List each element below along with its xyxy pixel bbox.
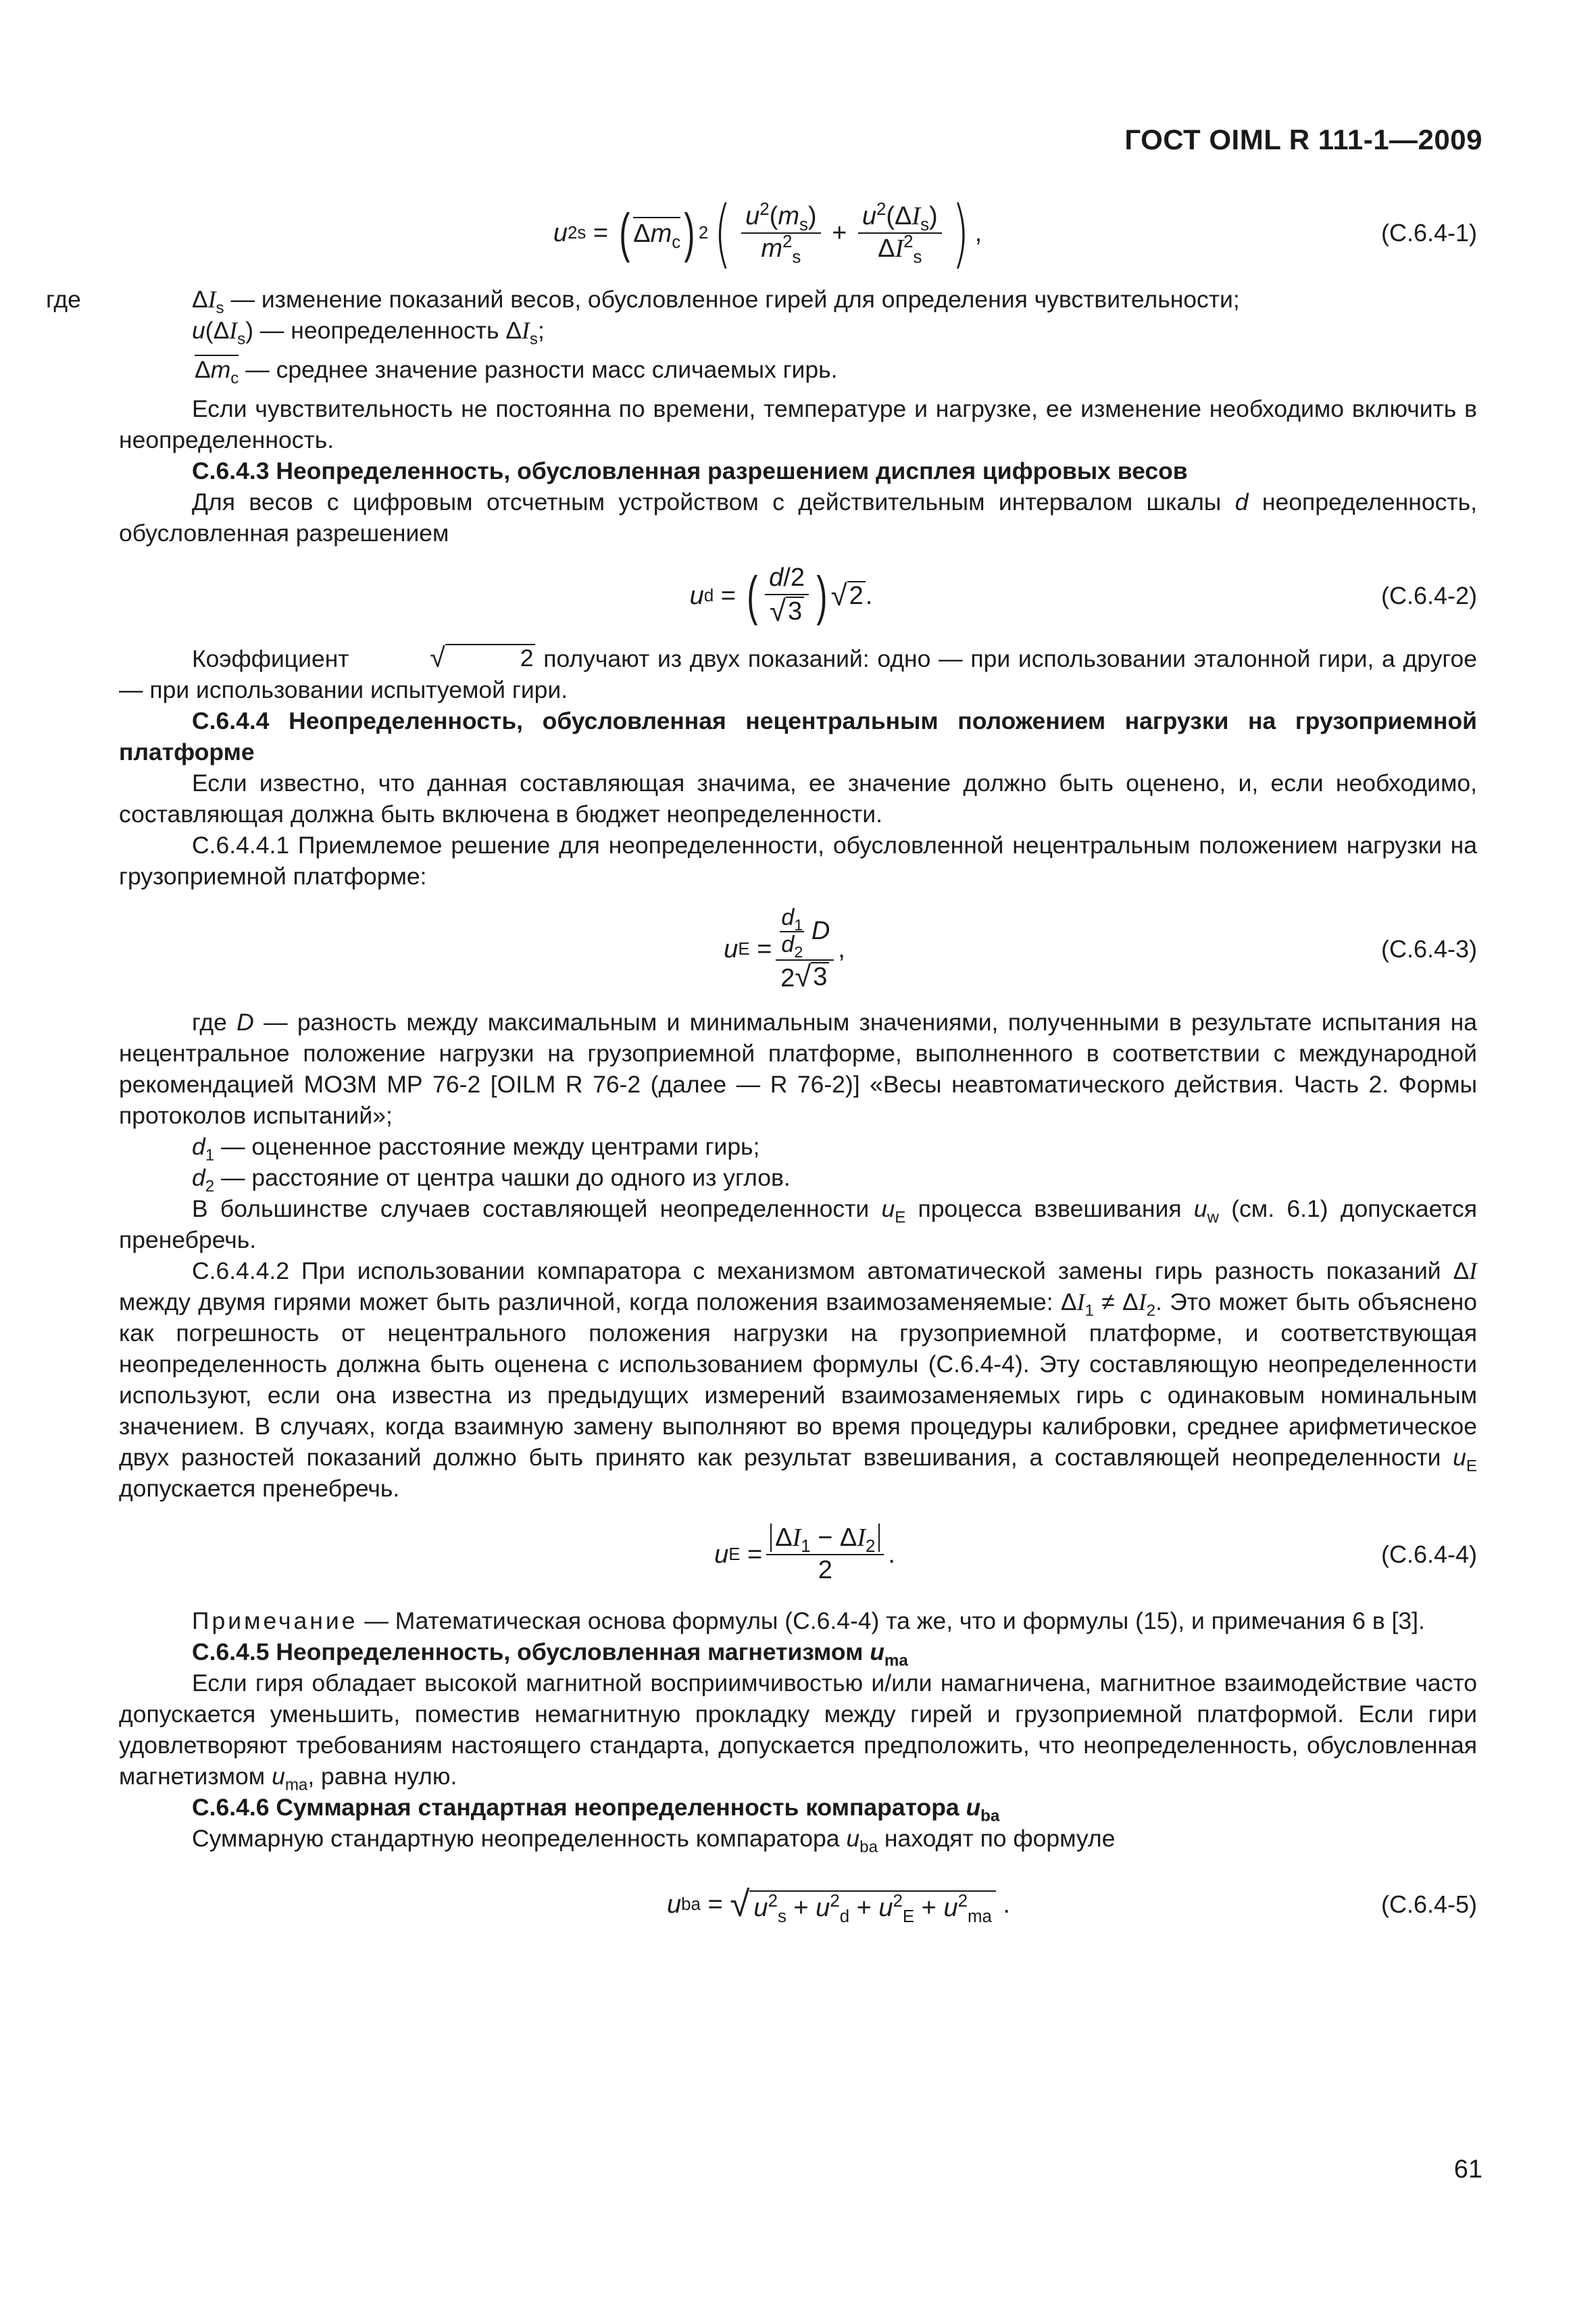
- section-c644-text: Если известно, что данная составляющая значима, ее значение должно быть оценено, и, если необходимо, составляющая должна быть включена в бюджет неопределенности.: [119, 770, 1477, 828]
- document-header: ГОСТ OIML R 111-1—2009: [1124, 124, 1482, 155]
- section-c643-heading: С.6.4.3 Неопределенность, обусловленная разрешением дисплея цифровых весов: [192, 457, 1188, 484]
- negligible-paragraph: В большинстве случаев составляющей неопределенности $u_E$ процесса взвешивания $u_w$ (см. 6.1) допускается пренебречь.: [119, 1195, 1477, 1253]
- where-line-3: $\Delta m_c$ — среднее значение разности масс сличаемых гирь.: [195, 356, 838, 388]
- where-line-2: $u(\Delta I_s)$ — неопределенность $\Delta I_s$;: [192, 317, 545, 349]
- where-d-paragraph: где D — разность между максимальным и минимальным значениями, полученными в результате испытания на нецентральное положение нагрузки на грузоприемной платформе, выполненного в соответствии с международной рекомендацией МОЗМ МР 76-2 [OILM R 76-2 (далее — R 76-2)] «Весы неавтоматического действия. Часть 2. Формы протоколов испытаний»;: [119, 1009, 1477, 1129]
- formula-c642: [119, 549, 1477, 643]
- where-d2-line: $d_2$ — расстояние от центра чашки до одного из углов.: [192, 1164, 791, 1196]
- section-c644-heading: С.6.4.4 Неопределенность, обусловленная нецентральным положением нагрузки на грузоприемной платформе: [119, 707, 1477, 765]
- equation-number: (C.6.4-3): [1380, 935, 1477, 963]
- section-c645-heading: С.6.4.5 Неопределенность, обусловленная магнетизмом $u_{ma}$: [192, 1638, 908, 1670]
- formula-c643-expression: u E = $\frac{d_1}{d_2}$ D 2 √ 3 ,: [724, 905, 845, 993]
- formula-c645-expression: u ba = √ $u^2_s + u^2_d + u^2_E + u^2_{ma}$ .: [667, 1884, 1010, 1926]
- section-c6442-text: С.6.4.4.2 При использовании компаратора с механизмом автоматической замены гирь разность показаний ΔI между двумя гирями может быть различной, когда положения взаимозаменяемые: $\Delta I_1 \ne \Delta I_2$. Это может быть объяснено как погрешность от нецентрального положения нагрузки на грузоприемной платформе, и соответствующая неопределенность должна быть оценена с использованием формулы (С.6.4-4). Эту составляющую неопределенности используют, если она известна из предыдущих измерений взаимозаменяемых гирь с одинаковым номинальным значением. В случаях, когда взаимную замену выполняют во время процедуры калибровки, среднее арифметическое двух разностей показаний должно быть принято как результат взвешивания, а составляющей неопределенности $u_E$ допускается пренебречь.: [119, 1257, 1477, 1502]
- section-c646-text: Суммарную стандартную неопределенность компаратора $u_{ba}$ находят по формуле: [192, 1825, 1116, 1857]
- section-c643-text: Для весов с цифровым отсчетным устройством с действительным интервалом шкалы d неопределенность, обусловленная разрешением: [119, 488, 1477, 547]
- page-number: 61: [1453, 2155, 1482, 2184]
- formula-c644: [119, 1504, 1477, 1605]
- formula-c641-expression: u 2 s = ( $\Delta m_c$ ) 2 ( $\frac{u^2(m_s)}{m^2_s}$ + $\frac{u^2(\Delta I_s)}{\Delta I^2_s}$ ) ,: [553, 190, 982, 276]
- formula-c643: [119, 892, 1477, 1007]
- equation-number: (C.6.4-2): [1380, 582, 1477, 609]
- sensitivity-paragraph: Если чувствительность не постоянна по времени, температуре и нагрузке, ее изменение необходимо включить в неопределенность.: [119, 395, 1477, 453]
- section-c645-text: Если гиря обладает высокой магнитной восприимчивостью и/или намагничена, магнитное взаимодействие часто допускается уменьшить, поместив немагнитную прокладку между гирей и грузоприемной платформой. Если гири удовлетворяют требованиям настоящего стандарта, допускается предположить, что неопределенность, обусловленная магнетизмом $u_{ma}$, равна нулю.: [119, 1669, 1477, 1794]
- page-content: [46, 182, 1477, 1955]
- formula-c645: [119, 1854, 1477, 1955]
- where-d1-line: $d_1$ — оцененное расстояние между центрами гирь;: [192, 1133, 760, 1165]
- equation-number: (C.6.4-5): [1380, 1890, 1477, 1918]
- formula-c642-expression: u d = ( d/2 √ 3 ) √ 2 .: [689, 563, 873, 628]
- note-paragraph: Примечание — Математическая основа формулы (С.6.4-4) та же, что и формулы (15), и примечания 6 в [3].: [192, 1607, 1425, 1634]
- equation-number: (C.6.4-4): [1380, 1540, 1477, 1568]
- coefficient-paragraph: Коэффициент √ 2 получают из двух показаний: одно — при использовании эталонной гири, а другое — при использовании испытуемой гири.: [119, 642, 1477, 703]
- section-c6441-text: С.6.4.4.1 Приемлемое решение для неопределенности, обусловленной нецентральным положением нагрузки на грузоприемной платформе:: [119, 832, 1477, 890]
- where-line-1: где $\Delta I_s$ — изменение показаний весов, обусловленное гирей для определения чувствительности;: [46, 286, 1240, 318]
- equation-number: (C.6.4-1): [1380, 219, 1477, 247]
- section-c646-heading: С.6.4.6 Суммарная стандартная неопределенность компаратора $u_{ba}$: [192, 1794, 1000, 1826]
- formula-c641: [119, 182, 1477, 284]
- formula-c644-expression: u E = $\frac{\Delta I_1 - \Delta I_2}{2}$ .: [714, 1524, 895, 1584]
